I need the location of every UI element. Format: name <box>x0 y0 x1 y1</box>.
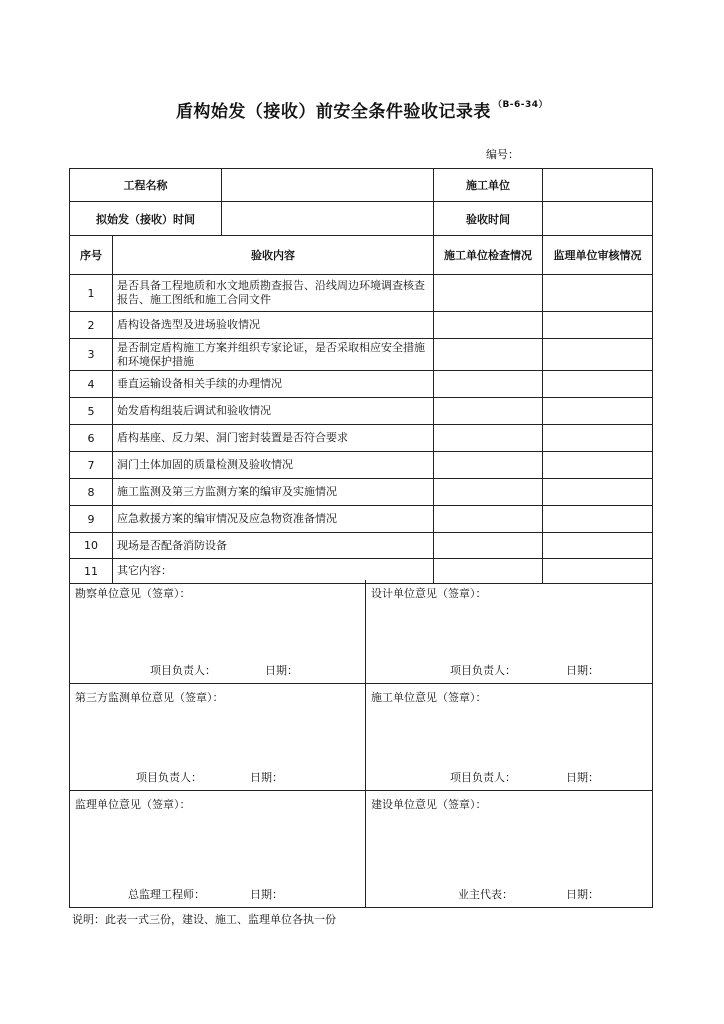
row-number: 1 <box>70 275 113 312</box>
row-number: 10 <box>70 533 113 559</box>
monitor-date-label: 日期： <box>250 770 283 784</box>
supervisor-check-cell[interactable] <box>543 533 653 559</box>
opinions-table <box>69 580 653 908</box>
supervision-opinion-label: 监理单位意见（签章）： <box>75 797 191 811</box>
row-content: 洞门土体加固的质量检测及验收情况 <box>113 452 434 479</box>
title-code: （B-6-34） <box>492 100 549 110</box>
owner-opinion-label: 建设单位意见（签章）： <box>371 797 487 811</box>
row-content: 现场是否配备消防设备 <box>113 533 434 559</box>
acceptance-table <box>69 168 653 584</box>
table-row <box>70 371 653 398</box>
survey-opinion-cell[interactable] <box>70 580 366 683</box>
monitor-sign-label: 项目负责人： <box>136 770 202 784</box>
table-row <box>70 425 653 452</box>
row-number: 5 <box>70 398 113 425</box>
constructor-check-cell[interactable] <box>434 425 543 452</box>
row-content: 是否制定盾构施工方案并组织专家论证，是否采取相应安全措施和环境保护措施 <box>113 339 434 371</box>
row-content: 是否具备工程地质和水文地质勘查报告、沿线周边环境调查核查报告、施工图纸和施工合同文件 <box>113 275 434 312</box>
row-content: 垂直运输设备相关手续的办理情况 <box>113 371 434 398</box>
table-row <box>70 312 653 339</box>
planned-time-label: 拟始发（接收）时间 <box>70 202 222 236</box>
planned-time-value[interactable] <box>222 202 434 236</box>
footnote: 说明：此表一式三份，建设、施工、监理单位各执一份 <box>72 913 336 926</box>
table-row <box>70 275 653 312</box>
supervision-opinion-cell[interactable] <box>70 790 366 907</box>
design-opinion-cell[interactable] <box>366 580 653 683</box>
supervisor-check-cell[interactable] <box>543 479 653 506</box>
owner-opinion-cell[interactable] <box>366 790 653 907</box>
design-date-label: 日期： <box>566 663 599 677</box>
row-number: 6 <box>70 425 113 452</box>
form-title <box>0 97 724 122</box>
supervision-date-label: 日期： <box>250 887 283 901</box>
table-row <box>70 339 653 371</box>
supervisor-check-cell[interactable] <box>543 398 653 425</box>
table-row <box>70 398 653 425</box>
row-number: 8 <box>70 479 113 506</box>
constructor-check-cell[interactable] <box>434 339 543 371</box>
survey-sign-label: 项目负责人： <box>150 663 216 677</box>
owner-date-label: 日期： <box>566 887 599 901</box>
survey-opinion-label: 勘察单位意见（签章）： <box>75 587 191 600</box>
row-content: 其它内容： <box>113 559 434 584</box>
construction-sign-label: 项目负责人： <box>450 770 516 784</box>
construction-opinion-label: 施工单位意见（签章）： <box>371 690 487 704</box>
supervision-sign-label: 总监理工程师： <box>128 887 205 901</box>
construction-unit-label: 施工单位 <box>434 169 543 202</box>
supervisor-check-cell[interactable] <box>543 275 653 312</box>
constructor-check-cell[interactable] <box>434 452 543 479</box>
constructor-check-cell[interactable] <box>434 506 543 533</box>
row-content: 应急救援方案的编审情况及应急物资准备情况 <box>113 506 434 533</box>
table-row <box>70 506 653 533</box>
row-number: 9 <box>70 506 113 533</box>
acceptance-time-value[interactable] <box>543 202 653 236</box>
row-number: 4 <box>70 371 113 398</box>
project-name-label: 工程名称 <box>70 169 222 202</box>
construction-unit-value[interactable] <box>543 169 653 202</box>
seq-header: 序号 <box>70 236 113 275</box>
row-content: 盾构设备选型及进场验收情况 <box>113 312 434 339</box>
construction-opinion-cell[interactable] <box>366 683 653 790</box>
monitor-opinion-label: 第三方监测单位意见（签章）： <box>75 690 224 704</box>
table-row <box>70 533 653 559</box>
title-text: 盾构始发（接收）前安全条件验收记录表 <box>175 102 491 122</box>
row-number: 7 <box>70 452 113 479</box>
acceptance-time-label: 验收时间 <box>434 202 543 236</box>
design-sign-label: 项目负责人： <box>450 663 516 677</box>
survey-date-label: 日期： <box>265 663 298 677</box>
row-number: 3 <box>70 339 113 371</box>
constructor-check-cell[interactable] <box>434 312 543 339</box>
owner-sign-label: 业主代表： <box>458 887 513 901</box>
design-opinion-label: 设计单位意见（签章）： <box>371 587 487 600</box>
row-content: 盾构基座、反力架、洞门密封装置是否符合要求 <box>113 425 434 452</box>
supervisor-check-cell[interactable] <box>543 506 653 533</box>
constructor-check-header: 施工单位检查情况 <box>434 236 543 275</box>
supervisor-check-header: 监理单位审核情况 <box>543 236 653 275</box>
supervisor-check-cell[interactable] <box>543 339 653 371</box>
row-content: 施工监测及第三方监测方案的编审及实施情况 <box>113 479 434 506</box>
constructor-check-cell[interactable] <box>434 479 543 506</box>
monitor-opinion-cell[interactable] <box>70 683 366 790</box>
project-name-value[interactable] <box>222 169 434 202</box>
form-number-label: 编号： <box>486 148 519 161</box>
supervisor-check-cell[interactable] <box>543 371 653 398</box>
table-row <box>70 452 653 479</box>
table-row <box>70 479 653 506</box>
row-number: 2 <box>70 312 113 339</box>
supervisor-check-cell[interactable] <box>543 425 653 452</box>
constructor-check-cell[interactable] <box>434 533 543 559</box>
supervisor-check-cell[interactable] <box>543 452 653 479</box>
content-header: 验收内容 <box>113 236 434 275</box>
constructor-check-cell[interactable] <box>434 275 543 312</box>
row-content: 始发盾构组装后调试和验收情况 <box>113 398 434 425</box>
row-number: 11 <box>70 559 113 584</box>
constructor-check-cell[interactable] <box>434 398 543 425</box>
supervisor-check-cell[interactable] <box>543 312 653 339</box>
construction-date-label: 日期： <box>566 770 599 784</box>
constructor-check-cell[interactable] <box>434 371 543 398</box>
